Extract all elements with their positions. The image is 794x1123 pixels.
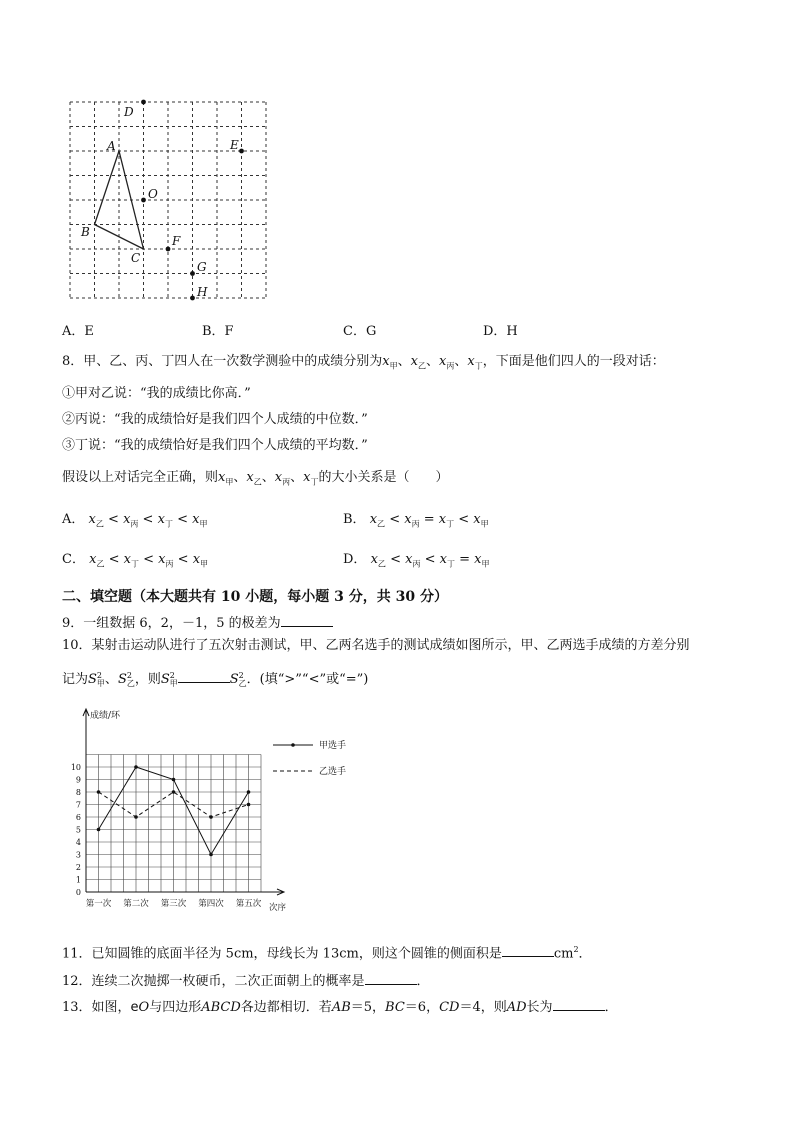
legend-marker	[291, 743, 295, 747]
q9	[62, 614, 333, 632]
x-var: x	[369, 512, 378, 527]
point-label-c: C	[131, 251, 141, 265]
x-var: x	[382, 354, 390, 369]
data-point	[97, 828, 101, 832]
sub: 乙	[377, 519, 386, 529]
q8-dialog-2: ②丙说：“我的成绩恰好是我们四个人成绩的中位数．”	[62, 412, 368, 427]
x-tick-label: 第二次	[123, 899, 149, 909]
q10-then: ，则	[134, 672, 161, 687]
q13-d: 长为	[526, 1000, 553, 1015]
sub-jia: 甲	[169, 678, 178, 688]
relation: <	[108, 512, 119, 527]
sub: 丙	[130, 519, 139, 529]
q7-option-a: A．E	[62, 324, 94, 339]
q8-option-c	[62, 552, 208, 573]
x-tick-label: 第四次	[198, 899, 224, 909]
chart-legend	[273, 739, 346, 777]
q11-exp: 2	[573, 945, 579, 954]
relation: <	[177, 552, 189, 567]
q10-l2-a: 记为	[62, 672, 89, 687]
sep: 、	[261, 470, 275, 485]
q8-dialog-1: ①甲对乙说：“我的成绩比你高．”	[62, 386, 251, 401]
q8-ask-b: 的大小关系是（ ）	[318, 470, 449, 485]
data-point	[172, 778, 176, 782]
q8-dialog-3: ③丁说：“我的成绩恰好是我们四个人成绩的平均数．”	[62, 438, 368, 453]
relation: =	[459, 552, 471, 567]
x-var: x	[192, 512, 200, 527]
sub-bing: 丙	[282, 477, 291, 487]
x-var: x	[439, 552, 447, 567]
option-label: D．	[343, 552, 367, 567]
sub: 丁	[164, 519, 173, 529]
data-point	[134, 765, 138, 769]
x-axis-label: 次序	[269, 903, 287, 913]
q13-eq6: ＝6，	[404, 1000, 440, 1015]
q8-stem	[62, 354, 665, 375]
legend-label: 乙选手	[319, 767, 347, 777]
sub-bing: 丙	[446, 361, 455, 371]
option-label: A．	[62, 512, 85, 527]
sub: 丁	[446, 519, 455, 529]
exp-2: 2	[126, 670, 132, 680]
s-var: S	[117, 672, 127, 687]
x-var: x	[246, 470, 254, 485]
x-var: x	[303, 470, 311, 485]
s-var: S	[88, 672, 97, 687]
sub: 甲	[199, 519, 208, 529]
exp-2: 2	[238, 670, 244, 680]
relation: <	[390, 552, 401, 567]
q11-unit: cm	[553, 946, 574, 962]
x-var: x	[405, 552, 413, 567]
relation: <	[389, 512, 401, 527]
point-label-a: A	[107, 139, 116, 153]
q9-answer-blank[interactable]	[281, 614, 333, 627]
x-var: x	[410, 354, 418, 369]
q9-text: 9．一组数据 6，2，－1，5 的极差为	[62, 616, 281, 631]
var-abcd: ABCD	[201, 1000, 241, 1015]
q13-c: 各边都相切．若	[240, 1000, 332, 1015]
sub: 乙	[95, 519, 104, 529]
q8-option-a	[62, 512, 207, 533]
s-var: S	[229, 672, 239, 687]
q8-option-b	[343, 512, 489, 533]
x-var: x	[123, 512, 131, 527]
q12-end: ．	[416, 974, 430, 989]
sub-ding: 丁	[474, 361, 483, 371]
x-tick-label: 第三次	[160, 899, 187, 909]
x-var: x	[370, 552, 378, 567]
y-axis-label: 成绩/环	[90, 711, 121, 721]
q11-end: ．	[578, 946, 592, 962]
relation: =	[423, 512, 435, 527]
section-2-heading: 二、填空题（本大题共有 10 小题，每小题 3 分，共 30 分）	[62, 589, 448, 605]
x-var: x	[88, 512, 96, 527]
q7-option-c: C．G	[343, 324, 377, 339]
y-tick-label: 3	[75, 850, 81, 860]
point-label-b: B	[81, 225, 90, 239]
x-tick-label: 第一次	[85, 899, 112, 909]
sep: 、	[397, 354, 411, 369]
data-point	[247, 803, 251, 807]
sub-yi: 乙	[253, 477, 262, 487]
x-var: x	[467, 354, 475, 369]
data-point	[134, 815, 138, 819]
sub-yi: 乙	[238, 678, 247, 688]
q7-option-d: D．H	[483, 324, 518, 339]
relation: <	[142, 512, 154, 527]
q8-ask-a: 假设以上对话完全正确，则	[62, 470, 219, 485]
point-label-d: D	[124, 105, 134, 119]
q10-line2	[62, 670, 368, 688]
exp-2: 2	[96, 670, 103, 680]
sub: 丁	[130, 559, 139, 569]
legend-label: 甲选手	[319, 741, 347, 751]
q10-tail: ．(填“>”“<”或“=”)	[246, 672, 369, 687]
relation: <	[108, 552, 120, 567]
option-label: C．	[62, 552, 85, 567]
var-ab: AB	[331, 1000, 351, 1015]
data-point	[209, 853, 213, 857]
relation: <	[143, 552, 155, 567]
q10-line1: 10．某射击运动队进行了五次射击测试，甲、乙两名选手的测试成绩如图所示，甲、乙两选手成绩的方差分别	[62, 638, 690, 653]
q13-eq5: ＝5，	[350, 1000, 386, 1015]
sub-jia: 甲	[225, 477, 234, 487]
data-point	[97, 790, 101, 794]
sub: 乙	[377, 559, 386, 569]
option-label: B．	[343, 512, 366, 527]
q7-option-b: B．F	[202, 324, 234, 339]
y-tick-label: 1	[75, 875, 81, 885]
q13-eq4: ＝4，则	[459, 1000, 507, 1015]
x-tick-label: 第五次	[235, 899, 262, 909]
y-tick-label: 4	[75, 838, 81, 847]
sub-yi: 乙	[417, 361, 426, 371]
data-point	[209, 815, 213, 819]
sub: 乙	[96, 559, 105, 569]
y-tick-label: 8	[75, 788, 81, 797]
x-var: x	[439, 354, 447, 369]
var-bc: BC	[385, 1000, 405, 1015]
sub: 甲	[200, 559, 209, 569]
circle-symbol: e	[130, 1000, 139, 1015]
sub: 丙	[165, 559, 174, 569]
data-point	[247, 790, 251, 794]
var-o: O	[138, 1000, 150, 1015]
x-var: x	[123, 552, 131, 567]
sub: 甲	[480, 519, 489, 529]
q11-text: 11．已知圆锥的底面半径为 5cm，母线长为 13cm，则这个圆锥的侧面积是	[62, 946, 502, 962]
x-var: x	[438, 512, 447, 527]
relation: <	[177, 512, 188, 527]
sub: 甲	[481, 559, 490, 569]
q11	[62, 942, 592, 962]
sep: 、	[454, 354, 468, 369]
var-ad: AD	[506, 1000, 527, 1015]
relation: <	[424, 552, 436, 567]
grid-lines	[70, 102, 266, 298]
x-var: x	[274, 470, 283, 485]
q13-end: ．	[604, 1000, 618, 1015]
q13-a: 13．如图，	[62, 1000, 131, 1015]
q13	[62, 998, 618, 1016]
exp-2: 2	[169, 670, 175, 680]
point-label-o: O	[148, 187, 158, 201]
data-point	[172, 790, 176, 794]
q12	[62, 972, 430, 990]
y-tick-label: 0	[75, 888, 81, 897]
x-var: x	[158, 552, 166, 567]
x-var: x	[89, 552, 97, 567]
q8-ask	[62, 470, 448, 491]
q8-stem-b: ，下面是他们四人的一段对话：	[482, 354, 665, 369]
x-var: x	[157, 512, 165, 527]
sub: 丁	[446, 559, 455, 569]
grid-figure	[60, 92, 280, 308]
q12-text: 12．连续二次抛掷一枚硬币，二次正面朝上的概率是	[62, 974, 365, 989]
point-label-g: G	[197, 260, 207, 274]
sub-yi: 乙	[126, 678, 135, 688]
q13-answer-blank[interactable]	[553, 998, 605, 1011]
y-tick-label: 5	[75, 825, 81, 835]
x-var: x	[474, 552, 482, 567]
x-var: x	[404, 512, 412, 527]
score-line-chart	[60, 706, 400, 918]
y-tick-label: 6	[75, 813, 81, 822]
y-tick-label: 2	[75, 863, 81, 872]
y-tick-label: 10	[70, 763, 81, 772]
sub-ding: 丁	[310, 477, 319, 487]
var-cd: CD	[439, 1000, 460, 1015]
sub: 丙	[411, 519, 420, 529]
q13-b: 与四边形	[149, 1000, 202, 1015]
x-var: x	[218, 470, 226, 485]
sep: 、	[290, 470, 304, 485]
comma: 、	[104, 672, 118, 687]
point-label-h: H	[197, 285, 208, 299]
q12-answer-blank[interactable]	[365, 972, 417, 985]
q11-answer-blank[interactable]	[502, 944, 554, 957]
sub-jia: 甲	[389, 361, 398, 371]
chart-labels	[71, 709, 287, 913]
point-label-f: F	[172, 234, 181, 248]
q8-option-d	[343, 552, 490, 573]
q8-stem-a: 8．甲、乙、丙、丁四人在一次数学测验中的成绩分别为	[62, 354, 383, 369]
x-var: x	[473, 512, 481, 527]
q10-answer-blank[interactable]	[178, 670, 230, 683]
s-var: S	[160, 672, 170, 687]
sep: 、	[425, 354, 439, 369]
point-label-e: E	[230, 138, 239, 152]
sub: 丙	[412, 559, 421, 569]
x-var: x	[192, 552, 201, 567]
y-tick-label: 7	[75, 800, 81, 810]
relation: <	[458, 512, 470, 527]
y-tick-label: 9	[75, 775, 81, 785]
sep: 、	[233, 470, 247, 485]
chart-grid	[86, 755, 261, 893]
sub-jia: 甲	[96, 678, 105, 688]
